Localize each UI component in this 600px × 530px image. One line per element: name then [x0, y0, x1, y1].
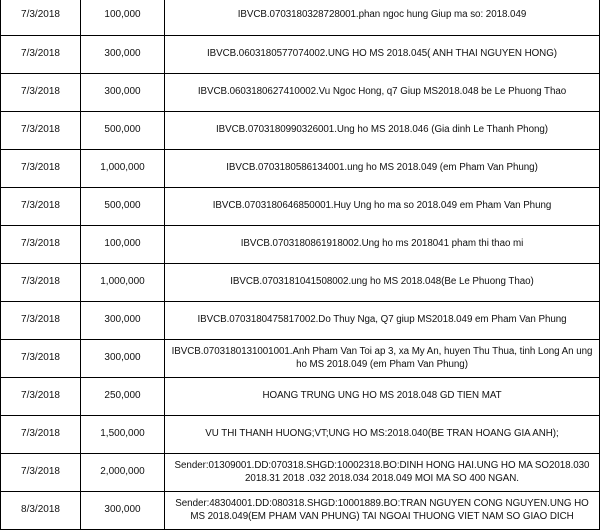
description-cell: IBVCB.0703180646850001.Huy Ung ho ma so 2018.049 em Pham Van Phung	[165, 188, 600, 226]
date-cell: 7/3/2018	[1, 378, 81, 416]
date-cell: 7/3/2018	[1, 340, 81, 378]
description-cell: IBVCB.0703180586134001.ung ho MS 2018.049 (em Pham Van Phung)	[165, 150, 600, 188]
amount-cell: 100,000	[81, 226, 165, 264]
table-row	[1, 226, 600, 264]
description-cell: Sender:01309001.DD:070318.SHGD:10002318.BO:DINH HONG HAI.UNG HO MA SO2018.030 2018.31 2018 .032 2018.034 2018.049 MOI MA SO 400 NGAN.	[165, 454, 600, 492]
table-row	[1, 492, 600, 530]
table-row	[1, 264, 600, 302]
date-cell: 7/3/2018	[1, 416, 81, 454]
description-cell: IBVCB.0703180475817002.Do Thuy Nga, Q7 giup MS2018.049 em Pham Van Phung	[165, 302, 600, 340]
amount-cell: 300,000	[81, 340, 165, 378]
amount-cell: 250,000	[81, 378, 165, 416]
table-row	[1, 0, 600, 36]
table-row	[1, 454, 600, 492]
amount-cell: 300,000	[81, 36, 165, 74]
date-cell: 7/3/2018	[1, 36, 81, 74]
amount-cell: 1,000,000	[81, 264, 165, 302]
amount-cell: 300,000	[81, 74, 165, 112]
amount-cell: 1,000,000	[81, 150, 165, 188]
description-cell: IBVCB.0703181041508002.ung ho MS 2018.048(Be Le Phuong Thao)	[165, 264, 600, 302]
date-cell: 7/3/2018	[1, 188, 81, 226]
date-cell: 8/3/2018	[1, 492, 81, 530]
date-cell: 7/3/2018	[1, 454, 81, 492]
amount-cell: 100,000	[81, 0, 165, 36]
description-cell: IBVCB.0703180861918002.Ung ho ms 2018041 pham thi thao mi	[165, 226, 600, 264]
description-cell: Sender:48304001.DD:080318.SHGD:10001889.BO:TRAN NGUYEN CONG NGUYEN.UNG HO MS 2018.049(EM PHAM VAN PHUNG) TAI NGOAI THUONG VIET NAM SO GIAO DICH	[165, 492, 600, 530]
amount-cell: 500,000	[81, 188, 165, 226]
description-cell: IBVCB.0703180990326001.Ung ho MS 2018.046 (Gia dinh Le Thanh Phong)	[165, 112, 600, 150]
table-row	[1, 416, 600, 454]
date-cell: 7/3/2018	[1, 264, 81, 302]
table-row	[1, 36, 600, 74]
amount-cell: 300,000	[81, 492, 165, 530]
description-cell: VU THI THANH HUONG;VT;UNG HO MS:2018.040(BE TRAN HOANG GIA ANH);	[165, 416, 600, 454]
table-row	[1, 74, 600, 112]
amount-cell: 500,000	[81, 112, 165, 150]
table-row	[1, 150, 600, 188]
description-cell: IBVCB.0603180577074002.UNG HO MS 2018.045( ANH THAI NGUYEN HONG)	[165, 36, 600, 74]
date-cell: 7/3/2018	[1, 150, 81, 188]
amount-cell: 300,000	[81, 302, 165, 340]
description-cell: HOANG TRUNG UNG HO MS 2018.048 GD TIEN MAT	[165, 378, 600, 416]
table-row	[1, 188, 600, 226]
table-row	[1, 112, 600, 150]
description-cell: IBVCB.0703180328728001.phan ngoc hung Giup ma so: 2018.049	[165, 0, 600, 36]
date-cell: 7/3/2018	[1, 226, 81, 264]
amount-cell: 1,500,000	[81, 416, 165, 454]
description-cell: IBVCB.0703180131001001.Anh Pham Van Toi ap 3, xa My An, huyen Thu Thua, tinh Long An ung ho MS 2018.049 (em Pham Van Phung)	[165, 340, 600, 378]
date-cell: 7/3/2018	[1, 302, 81, 340]
table-row	[1, 378, 600, 416]
table-row	[1, 302, 600, 340]
date-cell: 7/3/2018	[1, 112, 81, 150]
amount-cell: 2,000,000	[81, 454, 165, 492]
date-cell: 7/3/2018	[1, 0, 81, 36]
description-cell: IBVCB.0603180627410002.Vu Ngoc Hong, q7 Giup MS2018.048 be Le Phuong Thao	[165, 74, 600, 112]
date-cell: 7/3/2018	[1, 74, 81, 112]
table-row	[1, 340, 600, 378]
